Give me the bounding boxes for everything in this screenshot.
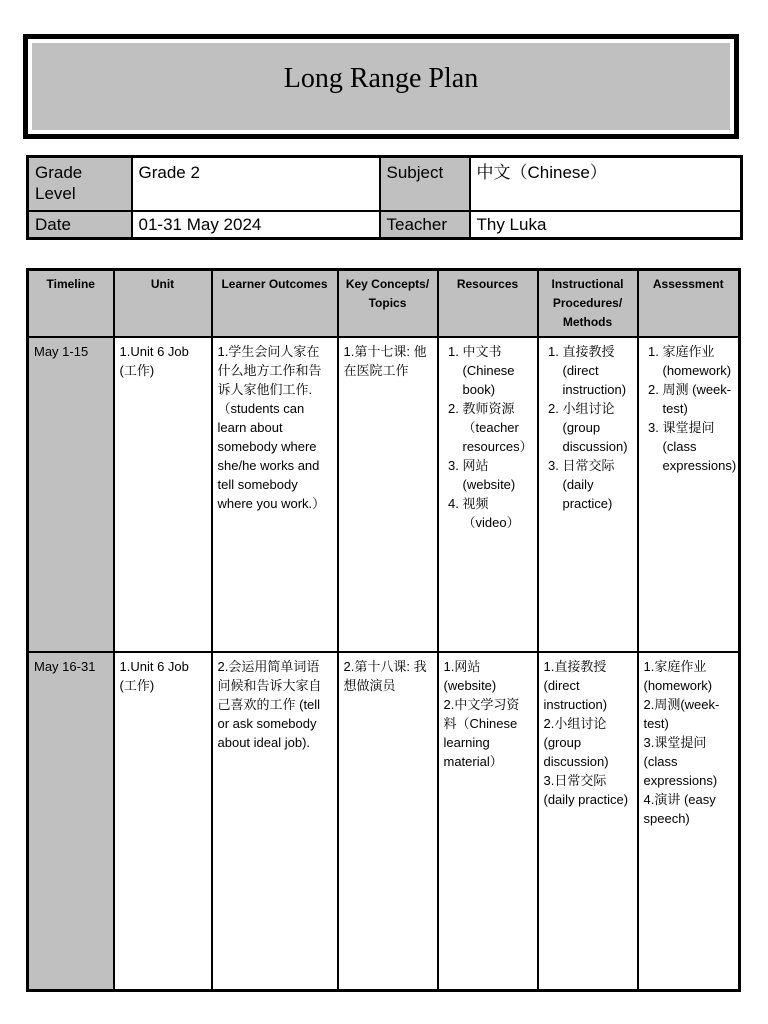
date-label: Date <box>28 211 132 239</box>
list-item: 1.网站 (website) <box>443 659 497 693</box>
list-item: 1.直接教授 (direct instruction) <box>543 659 608 712</box>
header-instructional-methods: Instructional Procedures/ Methods <box>538 270 638 338</box>
header-unit: Unit <box>114 270 212 338</box>
list-item: 2. 小组讨论 (group discussion) <box>563 399 632 456</box>
title-banner <box>23 34 739 139</box>
assessment-list <box>644 342 737 475</box>
grade-level-label: Grade Level <box>28 157 132 212</box>
list-item: 1. 直接教授 (direct instruction) <box>563 342 632 399</box>
plan-table <box>26 268 741 992</box>
topics-cell: 1.第十七课: 他在医院工作 <box>338 337 438 652</box>
list-item: 2.中文学习资料（Chinese learning material） <box>443 697 520 769</box>
teacher-value: Thy Luka <box>470 211 742 239</box>
methods-list <box>544 342 632 513</box>
list-item: 4.演讲 (easy speech) <box>643 792 716 826</box>
table-header-row <box>28 270 740 338</box>
topics-cell: 2.第十八课: 我想做演员 <box>338 652 438 991</box>
assessment-cell <box>638 652 740 991</box>
unit-cell: 1.Unit 6 Job (工作) <box>114 337 212 652</box>
header-assessment: Assessment <box>638 270 740 338</box>
methods-cell <box>538 652 638 991</box>
list-item: 2. 教师资源（teacher resources） <box>463 399 532 456</box>
list-item: 4. 视频（video） <box>463 494 532 532</box>
timeline-cell: May 16-31 <box>28 652 114 991</box>
header-learner-outcomes: Learner Outcomes <box>212 270 338 338</box>
resources-list <box>444 342 532 532</box>
title-background <box>32 43 730 130</box>
grade-level-value: Grade 2 <box>132 157 380 212</box>
page-title: Long Range Plan <box>283 62 479 94</box>
table-row <box>28 337 740 652</box>
list-item: 2.周测(week-test) <box>643 697 720 731</box>
list-item: 3.课堂提问 (class expressions) <box>643 735 718 788</box>
resources-cell <box>438 652 538 991</box>
outcomes-cell: 2.会运用简单词语问候和告诉大家自己喜欢的工作 (tell or ask somebody about ideal job). <box>212 652 338 991</box>
table-row <box>28 652 740 991</box>
list-item: 2. 周测 (week-test) <box>663 380 734 418</box>
header-timeline: Timeline <box>28 270 114 338</box>
list-item: 1. 中文书 (Chinese book) <box>463 342 532 399</box>
list-item: 3.日常交际 (daily practice) <box>543 773 629 807</box>
subject-value: 中文（Chinese） <box>470 157 742 212</box>
list-item: 3. 日常交际 (daily practice) <box>563 456 632 513</box>
header-resources: Resources <box>438 270 538 338</box>
subject-label: Subject <box>380 157 470 212</box>
list-item: 3. 课堂提问 (class expressions) <box>663 418 734 475</box>
header-key-concepts: Key Concepts/ Topics <box>338 270 438 338</box>
list-item: 2.小组讨论 (group discussion) <box>543 716 609 769</box>
info-table <box>26 155 743 240</box>
resources-cell <box>438 337 538 652</box>
teacher-label: Teacher <box>380 211 470 239</box>
list-item: 1.家庭作业 (homework) <box>643 659 713 693</box>
unit-cell: 1.Unit 6 Job (工作) <box>114 652 212 991</box>
list-item: 3. 网站 (website) <box>463 456 532 494</box>
date-value: 01-31 May 2024 <box>132 211 380 239</box>
list-item: 1. 家庭作业 (homework) <box>663 342 734 380</box>
assessment-cell <box>638 337 740 652</box>
methods-cell <box>538 337 638 652</box>
timeline-cell: May 1-15 <box>28 337 114 652</box>
outcomes-cell: 1.学生会问人家在什么地方工作和告诉人家他们工作.（students can learn about somebody where she/he works and tell somebody where you work.） <box>212 337 338 652</box>
